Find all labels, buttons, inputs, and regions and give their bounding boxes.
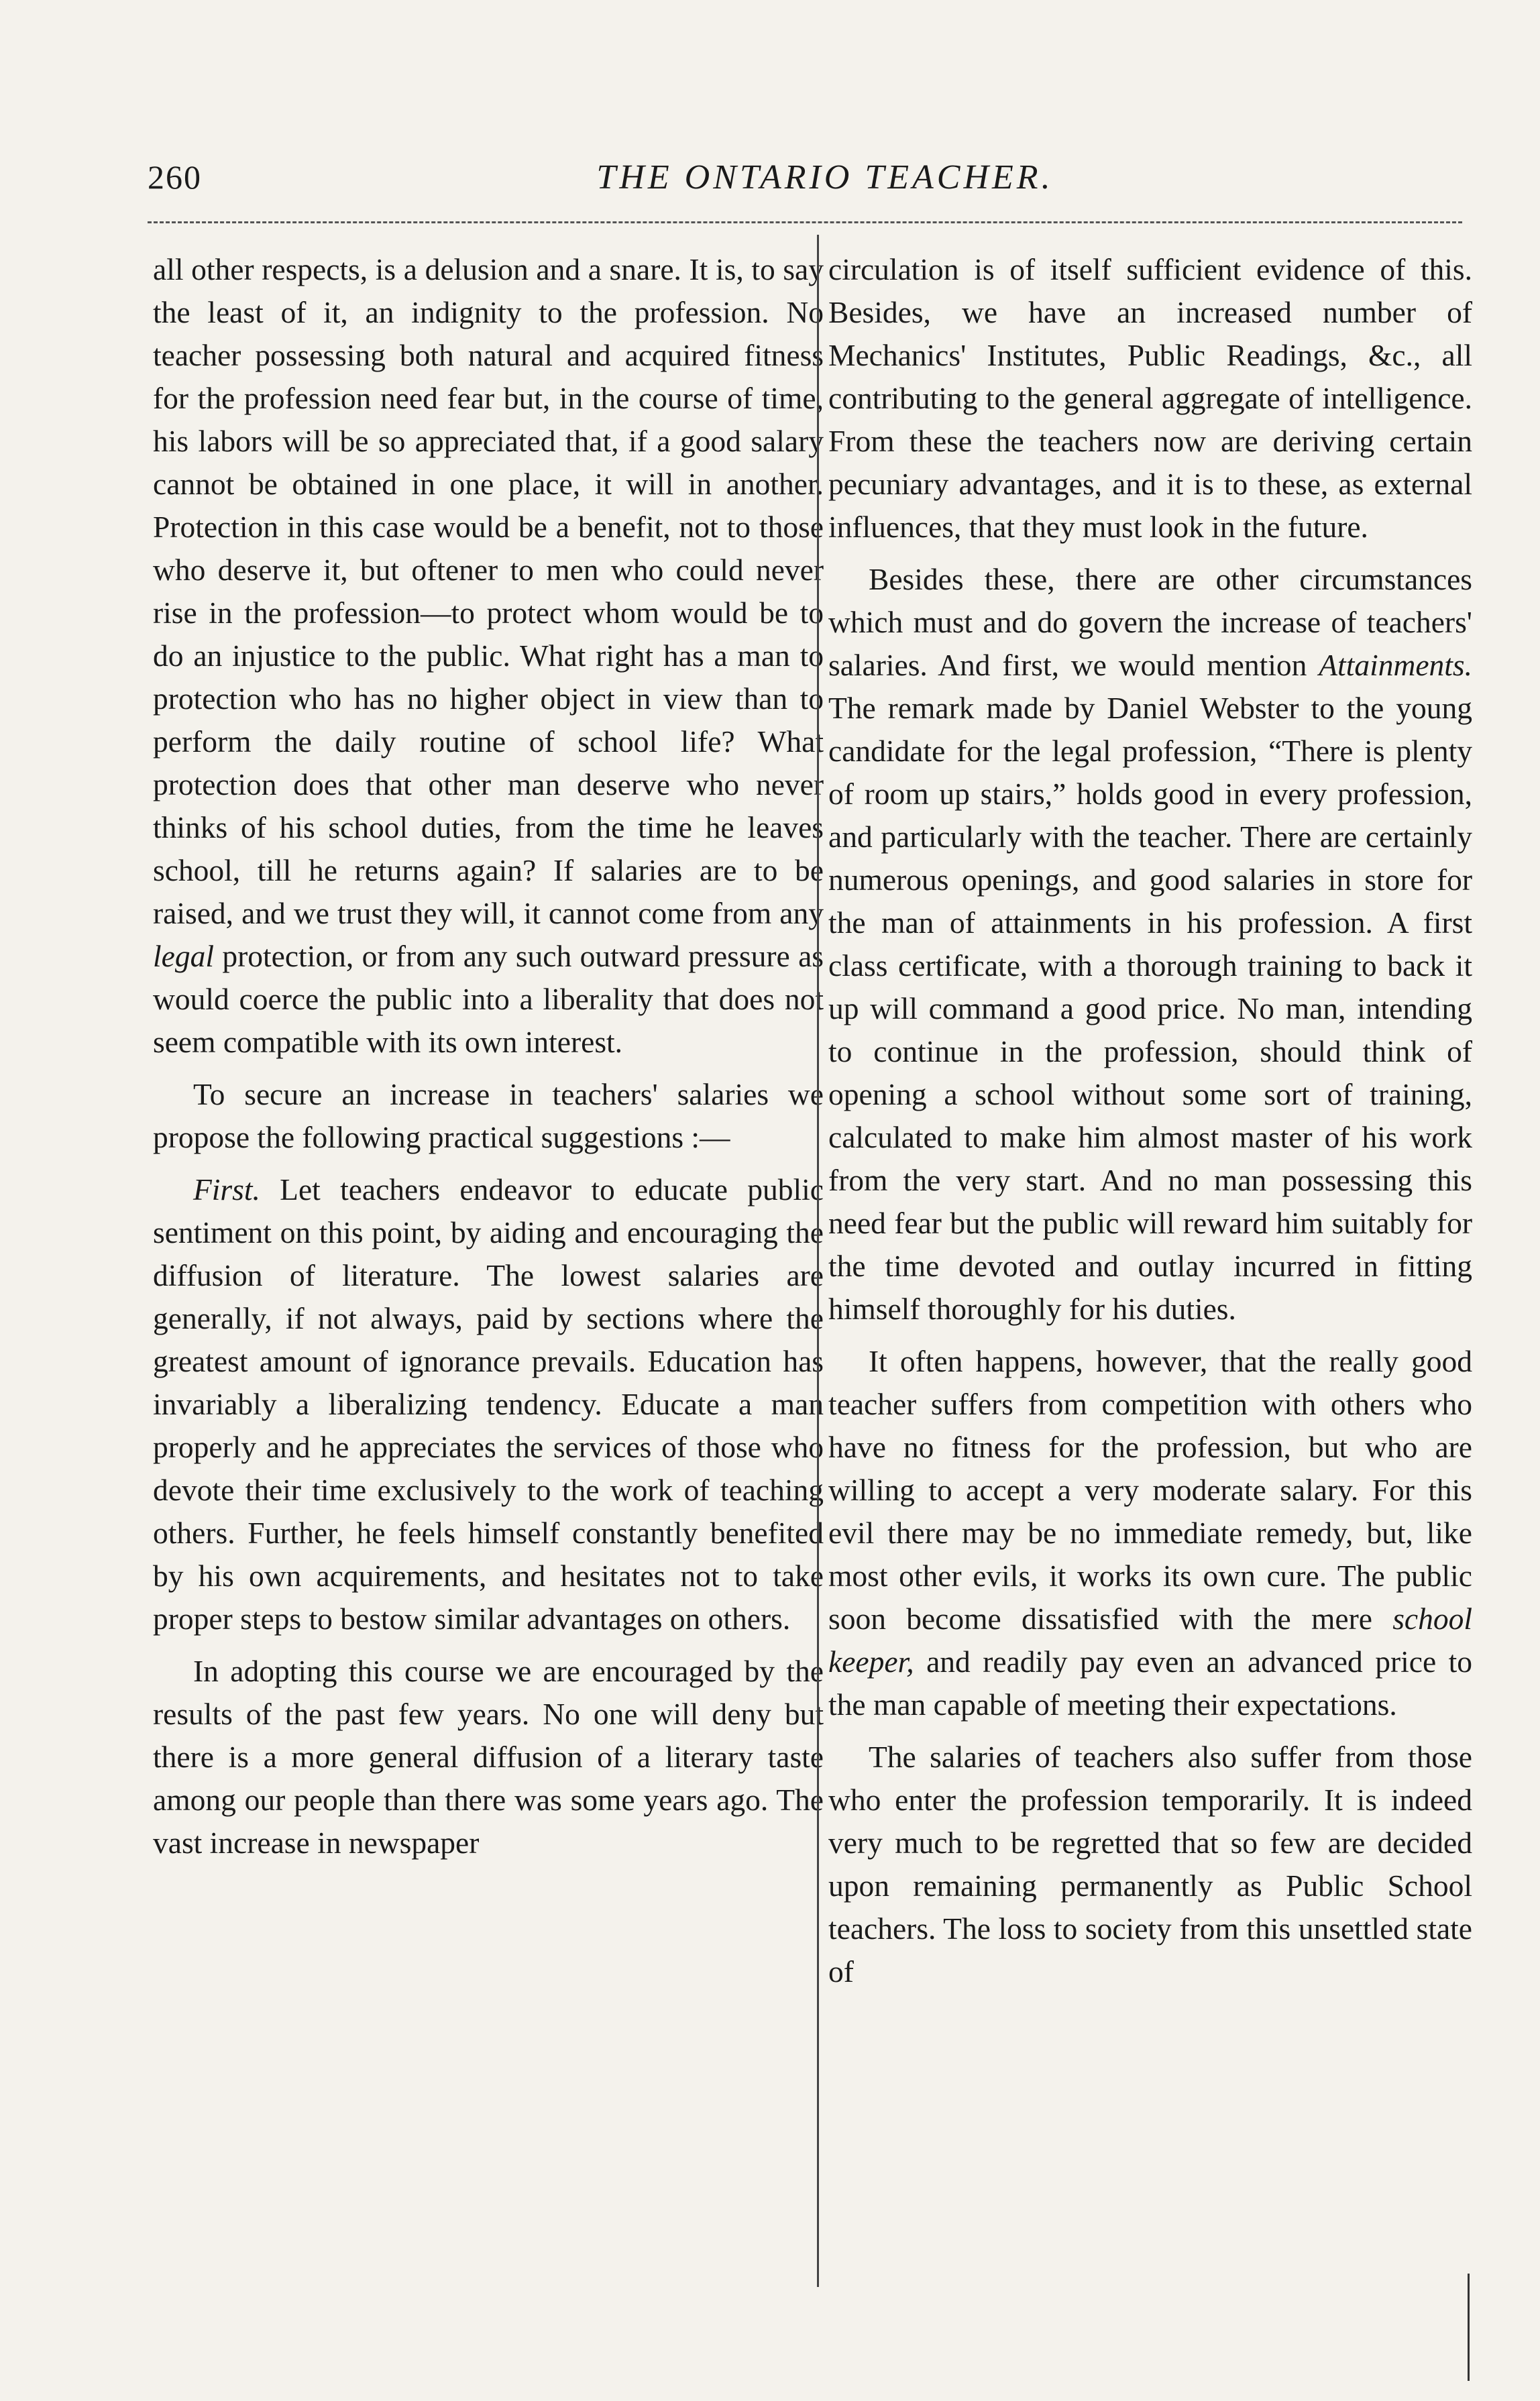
right-paragraph-3 <box>828 1340 1472 1726</box>
right-p3-start: It often happens, however, that the really good teacher suffers from competition with others who have no fitness for the profession, but who are willing to accept a very moderate salary. For this evil there may be no immediate remedy, but, like most other evils, it works its own cure. The public soon become dissatisfied with the mere <box>828 1344 1472 1636</box>
right-paragraph-2 <box>828 558 1472 1331</box>
right-paragraph-1: circulation is of itself sufficient evidence of this. Besides, we have an increased number of Mechanics' Institutes, Public Readings, &c., all contributing to the general aggregate of intelligence. From these the teachers now are deriving certain pecuniary advantages, and it is to these, as external influences, that they must look in the future. <box>828 252 1472 544</box>
right-column <box>828 248 1472 1993</box>
header-rule <box>148 221 1462 223</box>
left-p3-lead: First. <box>193 1172 260 1207</box>
left-p1-text: all other respects, is a delusion and a snare. It is, to say the least of it, an indignity to the profession. No teacher possessing both natural and acquired fitness for the profession need fear but, in the course of time, his labors will be so appreciated that, if a good salary cannot be obtained in one place, it will in another. Protection in this case would be a benefit, not to those who deserve it, but oftener to men who could never rise in the profession—to protect whom would be to do an injustice to the public. What right has a man to protection who has no higher object in view than to perform the daily routine of school life? What protection does that other man deserve who never thinks of his school duties, from the time he leaves school, till he returns again? If salaries are to be raised, and we trust they will, it cannot come from any <box>153 252 824 930</box>
right-p2-end: The remark made by Daniel Webster to the young candidate for the legal profession, “There is plenty of room up stairs,” holds good in every profession, and particularly with the teacher. There are certainly numerous openings, and good salaries in store for the man of attainments in his profession. A first class certificate, with a thorough training to back it up will command a good price. No man, intending to continue in the profession, should think of opening a school without some sort of training, calculated to make him almost master of his work from the very start. And no man possessing this need fear but the public will reward him suitably for the time devoted and outlay incurred in fitting himself thoroughly for his duties. <box>828 691 1472 1326</box>
right-p3-italic: school keeper, <box>828 1602 1473 1679</box>
right-p2-italic: Attainments. <box>1319 648 1473 682</box>
left-p1-italic: legal <box>153 939 214 973</box>
right-p2-start: Besides these, there are other circumstances which must and do govern the increase of teachers' salaries. And first, we would mention <box>828 562 1472 682</box>
left-p1-end: protection, or from any such outward pressure as would coerce the public into a liberality that does not seem compatible with its own interest. <box>153 939 824 1059</box>
left-paragraph-2: To secure an increase in teachers' salaries we propose the following practical suggestions :— <box>153 1077 824 1154</box>
page-edge-mark <box>1468 2274 1470 2381</box>
left-paragraph-1 <box>153 248 824 1064</box>
left-paragraph-4: In adopting this course we are encouraged by the results of the past few years. No one will deny but there is a more general diffusion of a literary taste among our people than there was some years ago. The vast increase in newspaper <box>153 1654 824 1860</box>
page-number: 260 <box>148 158 202 196</box>
right-paragraph-4: The salaries of teachers also suffer from those who enter the profession temporarily. It is indeed very much to be regretted that so few are decided upon remaining permanently as Public School teachers. The loss to society from this unsettled state of <box>828 1740 1472 1989</box>
right-p3-end: and readily pay even an advanced price to the man capable of meeting their expectations. <box>828 1644 1473 1722</box>
left-paragraph-3 <box>153 1168 824 1640</box>
left-column <box>153 248 824 1864</box>
page-header <box>148 144 1476 205</box>
running-head: THE ONTARIO TEACHER. <box>596 158 1054 197</box>
left-p3-text: Let teachers endeavor to educate public sentiment on this point, by aiding and encouraging the diffusion of literature. The lowest salaries are generally, if not always, paid by sections where the greatest amount of ignorance prevails. Education has invariably a liberalizing tendency. Educate a man properly and he appreciates the services of those who devote their time exclusively to the work of teaching others. Further, he feels himself constantly benefited by his own acquirements, and hesitates not to take proper steps to bestow similar advantages on others. <box>153 1172 824 1636</box>
column-divider <box>817 235 819 2287</box>
